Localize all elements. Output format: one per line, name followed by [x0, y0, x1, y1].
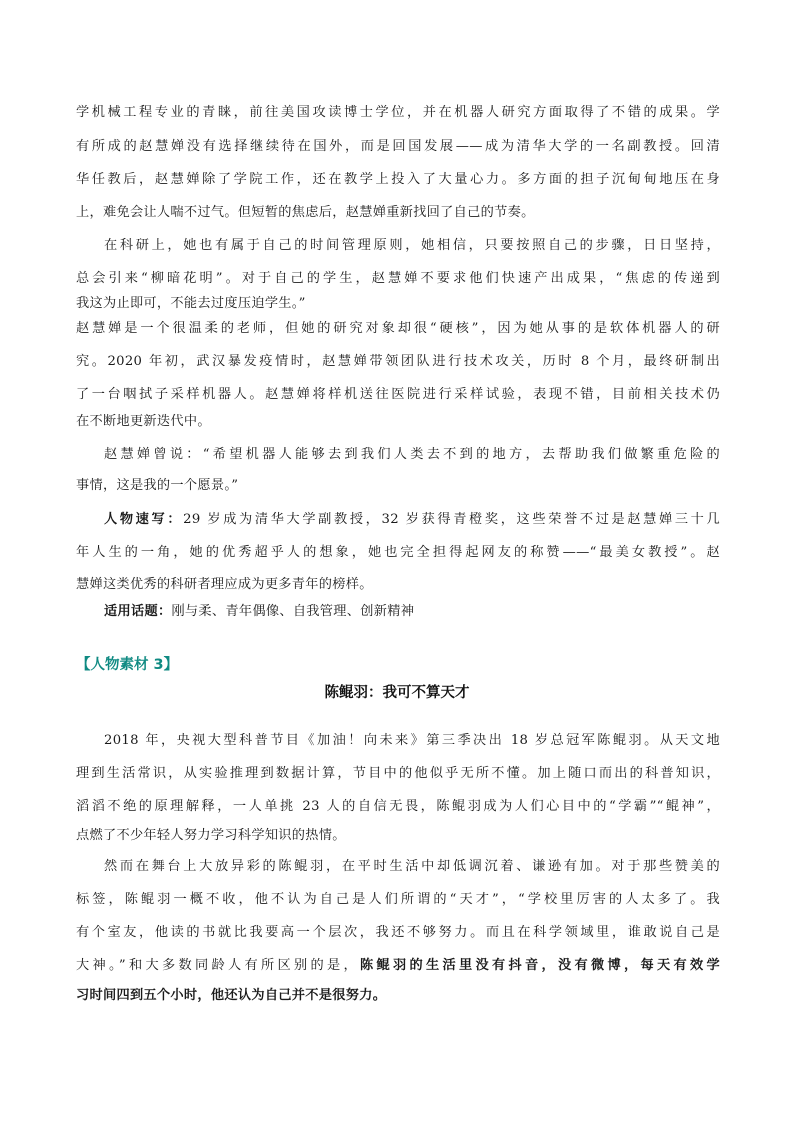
paragraph-line: 慧婵这类优秀的科研者理应成为更多青年的榜样。 — [76, 577, 373, 592]
paragraph-line: 赵慧婵是一个很温柔的老师，但她的研究对象却很“硬核”，因为她从事的是软体机器人的研 — [76, 321, 720, 336]
paragraph-line: 在科研上，她也有属于自己的时间管理原则，她相信，只要按照自己的步骤，日日坚持， — [104, 238, 720, 253]
paragraph-line: 滔滔不绝的原理解释，一人单挑 23 人的自信无畏，陈鲲羽成为人们心目中的“学霸”“鲲神”， — [76, 799, 720, 814]
topics-label: 适用话题： — [104, 604, 172, 619]
paragraph-line: 理到生活常识，从实验推理到数据计算，节目中的他似乎无所不懂。加上随口而出的科普知识， — [76, 766, 720, 781]
paragraph-line: 事情，这是我的一个愿景。” — [76, 478, 239, 493]
paragraph-line: 然而在舞台上大放异彩的陈鲲羽，在平时生活中却低调沉着、谦逊有加。对于那些赞美的 — [104, 859, 720, 874]
topics-line — [104, 602, 720, 622]
paragraph-line: 点燃了不少年轻人努力学习科学知识的热情。 — [76, 828, 346, 843]
section-title: 陈鲲羽：我可不算天才 — [324, 685, 470, 701]
paragraph-line: 赵慧婵曾说：“希望机器人能够去到我们人类去不到的地方，去帮助我们做繁重危险的 — [104, 447, 720, 462]
plain-text: 大神。”和大多数同龄人有所区别的是， — [76, 958, 360, 973]
paragraph-line: 华任教后，赵慧婵除了学院工作，还在教学上投入了大量心力。多方面的担子沉甸甸地压在身 — [76, 172, 720, 187]
paragraph-line: 年人生的一角，她的优秀超乎人的想象，她也完全担得起网友的称赞——“最美女教授”。赵 — [76, 545, 720, 560]
paragraph-line — [76, 956, 720, 976]
sketch-text: 29 岁成为清华大学副教授，32 岁获得青橙奖，这些荣誉不过是赵慧婵三十几 — [183, 512, 720, 527]
sketch-label: 人物速写： — [104, 512, 184, 527]
paragraph-line: 了一台咽拭子采样机器人。赵慧婵将样机送往医院进行采样试验，表现不错，目前相关技术仍 — [76, 387, 720, 402]
paragraph-line: 上，难免会让人喘不过气。但短暂的焦虑后，赵慧婵重新找回了自己的节奏。 — [76, 205, 535, 220]
paragraph-line: 有个室友，他读的书就比我要高一个层次，我还不够努力。而且在科学领域里，谁敢说自己是 — [76, 925, 720, 940]
paragraph-line: 学机械工程专业的青睐，前往美国攻读博士学位，并在机器人研究方面取得了不错的成果。学 — [76, 105, 720, 120]
paragraph-line: 究。2020 年初，武汉暴发疫情时，赵慧婵带领团队进行技术攻关，历时 8 个月，最终研制出 — [76, 354, 720, 369]
topics-text: 刚与柔、青年偶像、自我管理、创新精神 — [171, 604, 415, 619]
paragraph-line: 总会引来“柳暗花明”。对于自己的学生，赵慧婵不要求他们快速产出成果，“焦虑的传递到 — [76, 271, 720, 286]
paragraph-line: 有所成的赵慧婵没有选择继续待在国外，而是回国发展——成为清华大学的一名副教授。回清 — [76, 139, 720, 154]
paragraph-line: 在不断地更新迭代中。 — [76, 414, 211, 429]
paragraph-line: 2018 年，央视大型科普节目《加油！向未来》第三季决出 18 岁总冠军陈鲲羽。从天文地 — [104, 733, 720, 748]
paragraph-line — [104, 510, 720, 530]
paragraph-line: 标签，陈鲲羽一概不收，他不认为自己是人们所谓的“天才”，“学校里厉害的人太多了。我 — [76, 892, 720, 907]
bold-text: 陈鲲羽的生活里没有抖音，没有微博，每天有效学 — [359, 958, 720, 973]
paragraph-line: 我这为止即可，不能去过度压迫学生。” — [76, 296, 306, 311]
paragraph-line: 习时间四到五个小时，他还认为自己并不是很努力。 — [76, 988, 387, 1003]
section-tag: 【人物素材 3】 — [76, 657, 179, 673]
